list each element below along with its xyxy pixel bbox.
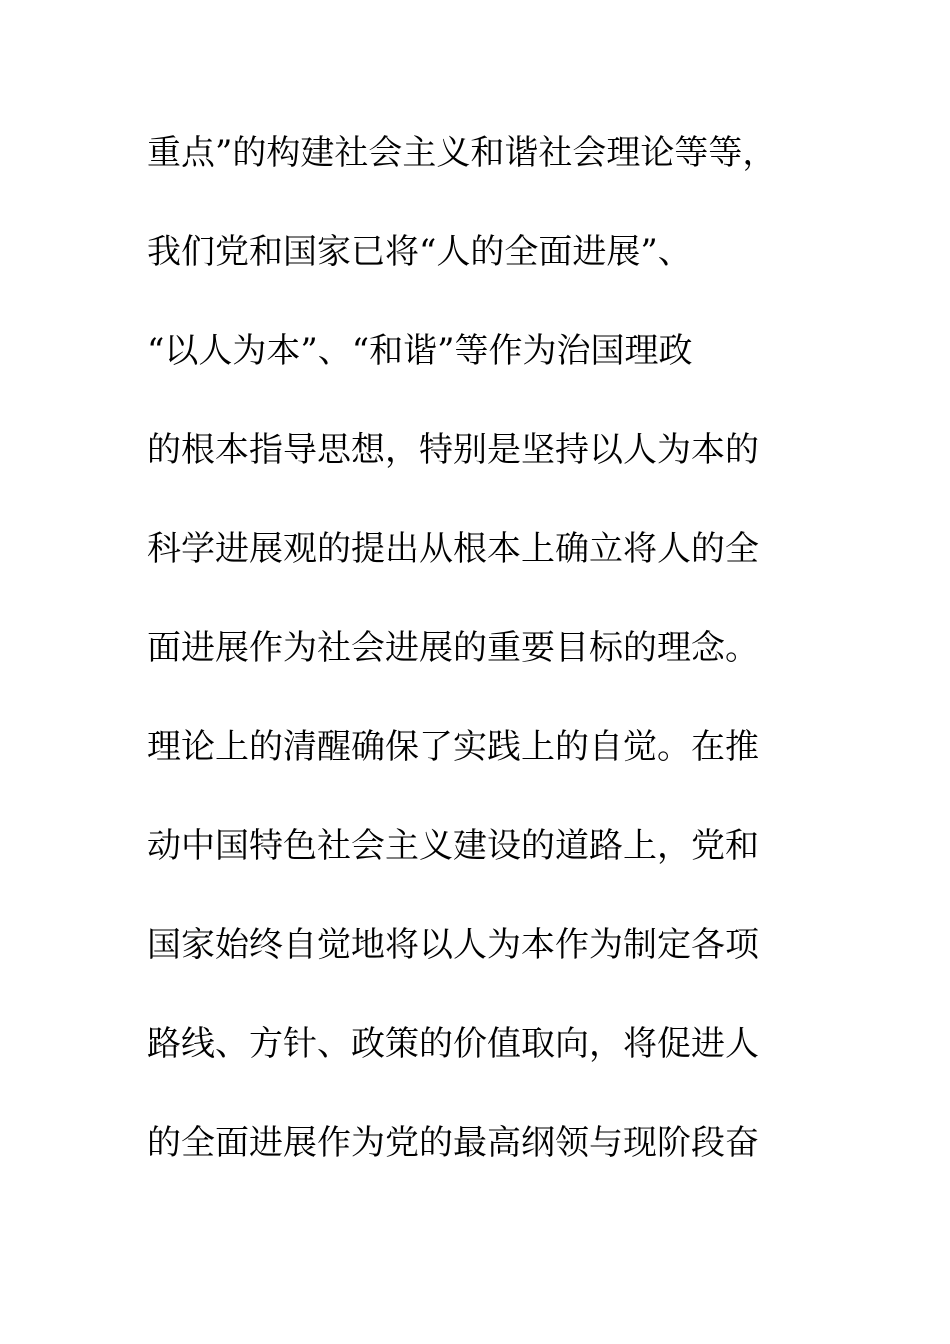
text-line: 面进展作为社会进展的重要目标的理念。 xyxy=(147,628,759,668)
text-line: 的全面进展作为党的最高纲领与现阶段奋 xyxy=(147,1123,759,1163)
text-line: 的根本指导思想，特别是坚持以人为本的 xyxy=(147,430,759,470)
text-line: 国家始终自觉地将以人为本作为制定各项 xyxy=(147,925,759,965)
text-line: 重点”的构建社会主义和谐社会理论等等， xyxy=(147,133,777,173)
body-text xyxy=(147,126,827,1215)
text-line: 路线、方针、政策的价值取向，将促进人 xyxy=(147,1024,759,1064)
text-line: “以人为本”、“和谐”等作为治国理政 xyxy=(147,331,693,371)
text-line: 理论上的清醒确保了实践上的自觉。在推 xyxy=(147,727,759,767)
text-line: 动中国特色社会主义建设的道路上，党和 xyxy=(147,826,759,866)
text-line: 我们党和国家已将“人的全面进展”、 xyxy=(147,232,692,272)
text-line: 科学进展观的提出从根本上确立将人的全 xyxy=(147,529,759,569)
